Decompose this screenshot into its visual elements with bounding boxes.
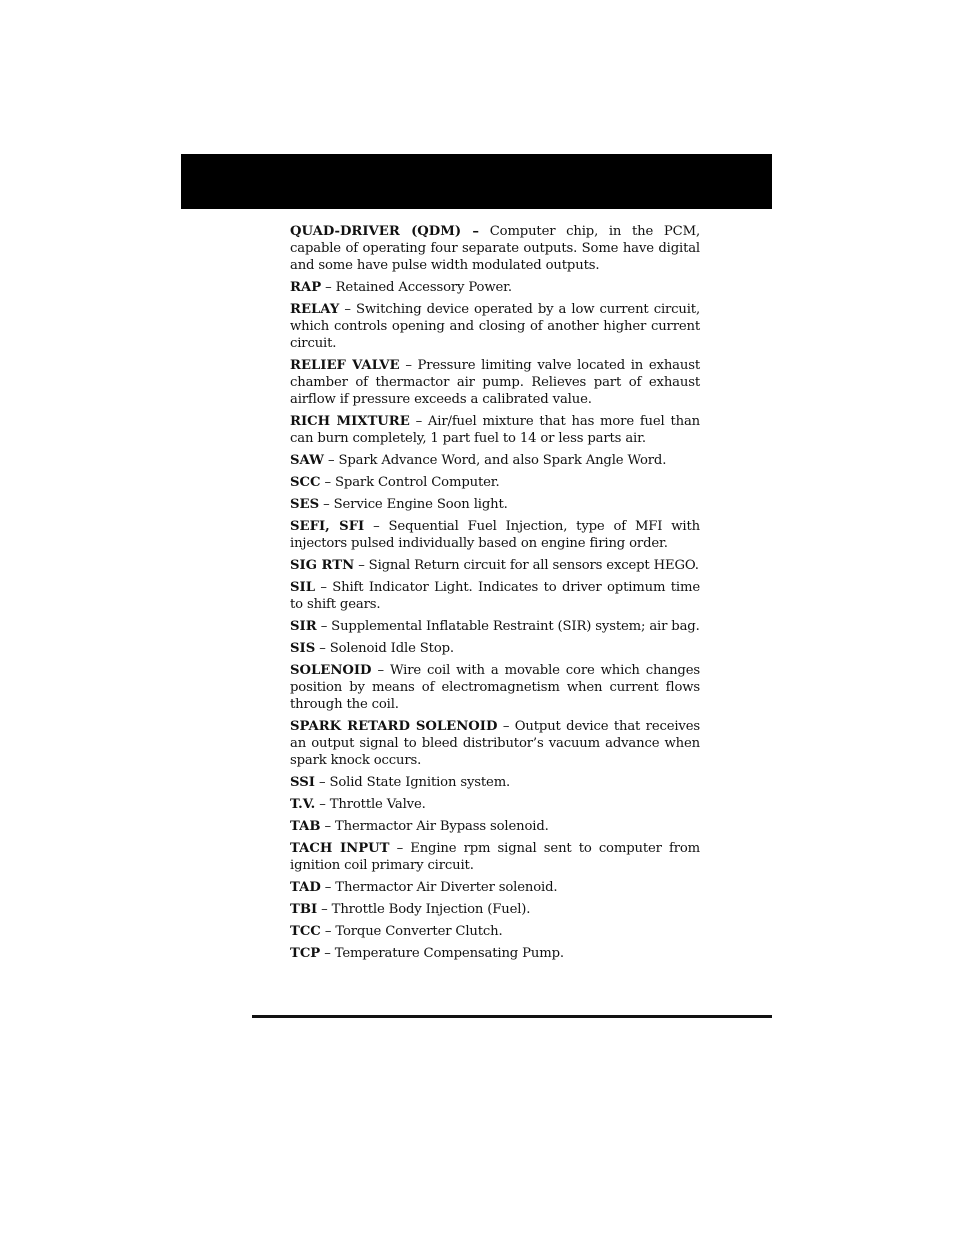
glossary-definition: – Spark Control Computer. — [320, 475, 500, 490]
glossary-entry — [290, 518, 700, 552]
glossary-entry — [290, 279, 700, 296]
glossary-definition: – Temperature Compensating Pump. — [320, 946, 564, 961]
glossary-definition: – Throttle Body Injection (Fuel). — [317, 902, 531, 917]
glossary-definition: – Air/fuel mixture that has more fuel than can burn completely, 1 part fuel to 14 or less parts air. — [290, 414, 701, 446]
glossary-term: T.V. — [290, 797, 316, 812]
glossary-term: TCC — [290, 924, 321, 939]
glossary-entry — [290, 496, 700, 513]
glossary-entry — [290, 301, 700, 352]
glossary-term: SAW — [290, 453, 324, 468]
glossary-term: SES — [290, 497, 320, 512]
glossary-term: QUAD-DRIVER (QDM) – — [290, 224, 479, 239]
glossary-definition: – Signal Return circuit for all sensors except HEGO. — [354, 558, 699, 573]
glossary-entry — [290, 557, 700, 574]
glossary-definition: – Torque Converter Clutch. — [320, 924, 503, 939]
glossary-term: SOLENOID — [290, 663, 372, 678]
glossary-definition: – Service Engine Soon light. — [319, 497, 508, 512]
glossary-definition: – Retained Accessory Power. — [321, 280, 512, 295]
glossary-term: RAP — [290, 280, 322, 295]
glossary-definition: – Throttle Valve. — [315, 797, 426, 812]
glossary-entry — [290, 923, 700, 940]
glossary-definition: Computer chip, in the PCM, capable of operating four separate outputs. Some have digital and some have pulse width modulated outputs. — [290, 224, 700, 273]
glossary-term: SIG RTN — [290, 558, 355, 573]
glossary-entry — [290, 662, 700, 713]
glossary-term: SPARK RETARD SOLENOID — [290, 719, 498, 734]
glossary-entry — [290, 579, 700, 613]
glossary-term: SSI — [290, 775, 315, 790]
glossary-definition: – Thermactor Air Diverter solenoid. — [320, 880, 558, 895]
glossary-term: SIS — [290, 641, 316, 656]
header-bar — [181, 154, 772, 209]
glossary-definition: – Pressure limiting valve located in exhaust chamber of thermactor air pump. Relieves part of exhaust airflow if pressure exceeds a calibrated value. — [290, 358, 700, 407]
glossary-definition: – Solenoid Idle Stop. — [315, 641, 454, 656]
glossary-entry — [290, 640, 700, 657]
glossary-entry — [290, 357, 700, 408]
glossary-entry — [290, 879, 700, 896]
glossary-entry — [290, 618, 700, 635]
glossary-term: SIR — [290, 619, 317, 634]
glossary-term: RELAY — [290, 302, 340, 317]
glossary-entry — [290, 474, 700, 491]
glossary-term: SIL — [290, 580, 315, 595]
glossary-definition: – Sequential Fuel Injection, type of MFI with injectors pulsed individually based on engine firing order. — [290, 519, 700, 551]
glossary-definition: – Wire coil with a movable core which changes position by means of electromagnetism when current flows through the coil. — [290, 663, 700, 712]
glossary-definition: – Switching device operated by a low current circuit, which controls opening and closing of another higher current circuit. — [290, 302, 700, 351]
glossary-entry — [290, 452, 700, 469]
glossary-definition: – Solid State Ignition system. — [314, 775, 511, 790]
glossary-entry — [290, 818, 700, 835]
glossary-term: TAD — [290, 880, 321, 895]
glossary-term: TCP — [290, 946, 321, 961]
glossary-term: RELIEF VALVE — [290, 358, 400, 373]
footer-rule — [252, 1015, 772, 1018]
glossary-term: TAB — [290, 819, 321, 834]
glossary-entry — [290, 413, 700, 447]
glossary-term: RICH MIXTURE — [290, 414, 410, 429]
glossary-term: TACH INPUT — [290, 841, 390, 856]
glossary-entry — [290, 223, 700, 274]
glossary-definition: – Thermactor Air Bypass solenoid. — [320, 819, 549, 834]
glossary-definition: – Shift Indicator Light. Indicates to driver optimum time to shift gears. — [290, 580, 700, 612]
glossary-entry — [290, 840, 700, 874]
glossary-definition: – Supplemental Inflatable Restraint (SIR) system; air bag. — [316, 619, 700, 634]
glossary-definition: – Engine rpm signal sent to computer from ignition coil primary circuit. — [290, 841, 700, 873]
glossary-entry — [290, 796, 700, 813]
glossary-term: TBI — [290, 902, 318, 917]
glossary-term: SCC — [290, 475, 321, 490]
glossary-list — [290, 223, 700, 967]
glossary-entry — [290, 945, 700, 962]
glossary-entry — [290, 774, 700, 791]
glossary-entry — [290, 718, 700, 769]
glossary-term: SEFI, SFI — [290, 519, 365, 534]
glossary-entry — [290, 901, 700, 918]
glossary-definition: – Output device that receives an output signal to bleed distributor’s vacuum advance when spark knock occurs. — [290, 719, 701, 768]
glossary-definition: – Spark Advance Word, and also Spark Angle Word. — [323, 453, 667, 468]
